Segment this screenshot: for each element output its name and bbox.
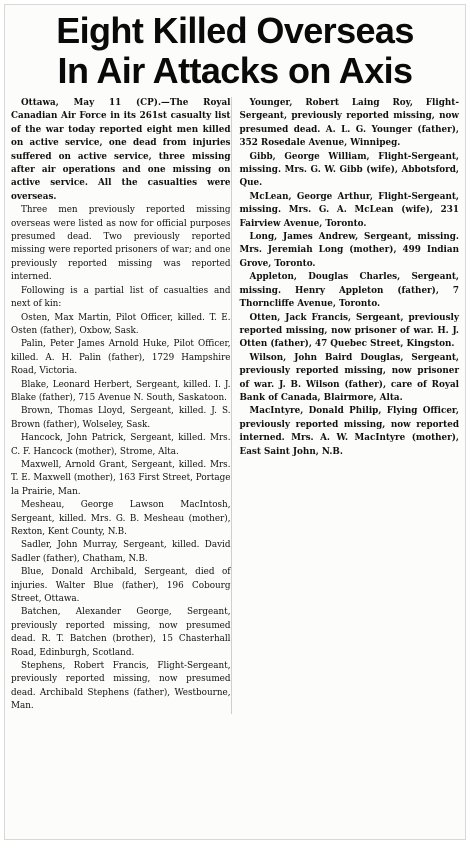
casualty-entry: Otten, Jack Francis, Sergeant, previously reported missing, now prisoner of war. H. J. Otten (father), 47 Quebec Street, Kingston. [239,312,459,350]
casualty-entry: Hancock, John Patrick, Sergeant, killed. Mrs. C. F. Hancock (mother), Strome, Alta. [11,433,231,457]
casualty-entry: Gibb, George William, Flight-Sergeant, missing. Mrs. G. W. Gibb (wife), Abbotsford, Que. [239,151,459,189]
headline-line-2: In Air Attacks on Axis [57,50,413,91]
lead-text: The Royal Canadian Air Force in its 261st casualty list of the war today reported eight men killed on active service, one dead from injuries suffered on active service, three missing after air operations and one missing on active service. All the casualties were overseas. [11,98,231,202]
dateline: Ottawa, May 11 (CP).— [21,98,170,108]
casualty-entry: McLean, George Arthur, Flight-Sergeant, missing. Mrs. G. A. McLean (wife), 231 Fairview Avenue, Toronto. [239,191,459,229]
casualty-entry: Brown, Thomas Lloyd, Sergeant, killed. J. S. Brown (father), Wolseley, Sask. [11,406,231,430]
casualty-entry: Palin, Peter James Arnold Huke, Pilot Officer, killed. A. H. Palin (father), 1729 Hampshire Road, Victoria. [11,339,231,377]
casualty-entry: Osten, Max Martin, Pilot Officer, killed. T. E. Osten (father), Oxbow, Sask. [11,312,231,336]
casualty-entry: Batchen, Alexander George, Sergeant, previously reported missing, now presumed dead. R. T. Batchen (brother), 15 Chasterhall Road, Edinburgh, Scotland. [11,607,231,658]
casualty-entry: Blue, Donald Archibald, Sergeant, died of injuries. Walter Blue (father), 196 Cobourg Street, Ottawa. [11,567,231,605]
casualty-entry: MacIntyre, Donald Philip, Flying Officer, previously reported missing, now reported interned. Mrs. A. W. MacIntyre (mother), East Saint John, N.B. [239,406,459,457]
casualty-entry: Sadler, John Murray, Sergeant, killed. David Sadler (father), Chatham, N.B. [11,540,231,564]
newspaper-clipping [4,4,466,840]
casualty-entry: Long, James Andrew, Sergeant, missing. Mrs. Jeremiah Long (mother), 499 Indian Grove, Toronto. [239,232,459,269]
headline [5,11,465,91]
article-paragraph: Following is a partial list of casualties and next of kin: [11,285,231,310]
right-column [231,97,460,714]
headline-line-1: Eight Killed Overseas [56,10,414,51]
left-column [11,97,231,714]
lead-paragraph [11,97,231,204]
article-paragraph: Three men previously reported missing overseas were listed as now for official purposes presumed dead. Two previously reported missing were reported prisoners of war; and one previously reported missing was reported interned. [11,205,231,283]
casualty-entry: Mesheau, George Lawson MacIntosh, Sergeant, killed. Mrs. G. B. Mesheau (mother), Rexton, Kent County, N.B. [11,500,231,537]
casualty-entry: Appleton, Douglas Charles, Sergeant, missing. Henry Appleton (father), 7 Thorncliffe Avenue, Toronto. [239,272,459,310]
casualty-entry: Stephens, Robert Francis, Flight-Sergeant, previously reported missing, now presumed dead. Archibald Stephens (father), Westbourne, Man. [11,661,231,712]
casualty-entry: Wilson, John Baird Douglas, Sergeant, previously reported missing, now prisoner of war. J. B. Wilson (father), care of Royal Bank of Canada, Blairmore, Alta. [239,352,459,403]
casualty-entry: Younger, Robert Laing Roy, Flight-Sergeant, previously reported missing, now presumed dead. A. L. G. Younger (father), 352 Rosedale Avenue, Winnipeg. [239,98,459,149]
casualty-entry: Maxwell, Arnold Grant, Sergeant, killed. Mrs. T. E. Maxwell (mother), 163 First Street, Portage la Prairie, Man. [11,459,231,497]
article-body [11,97,459,714]
casualty-entry: Blake, Leonard Herbert, Sergeant, killed. I. J. Blake (father), 715 Avenue N. South, Saskatoon. [11,379,231,403]
